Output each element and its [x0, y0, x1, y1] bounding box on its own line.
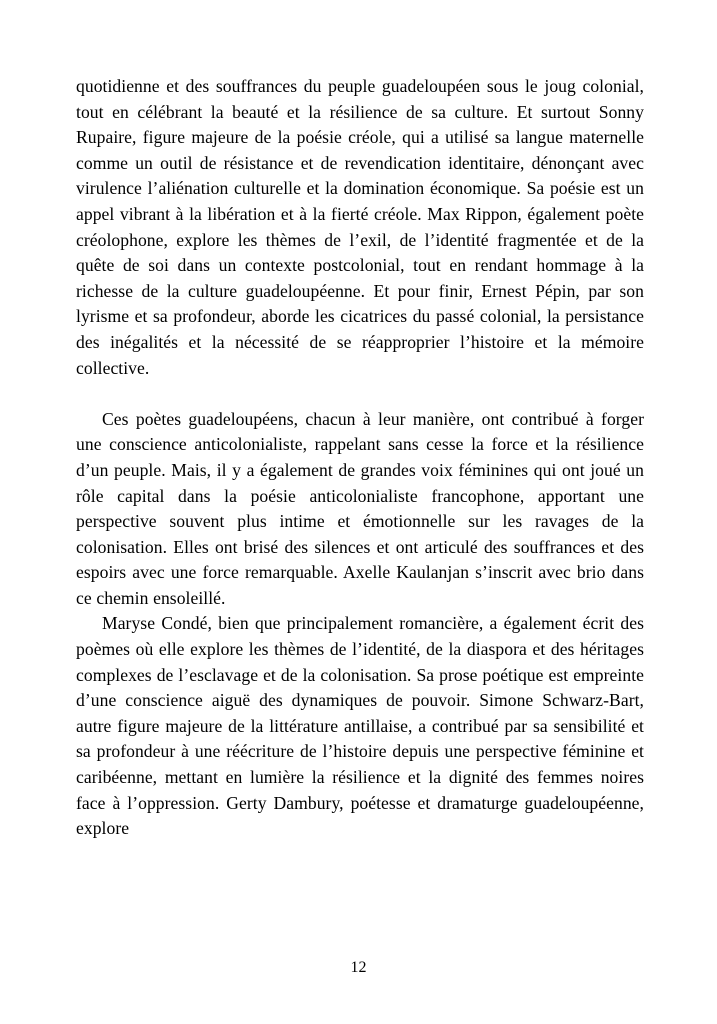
paragraph-ces-poetes: Ces poètes guadeloupéens, chacun à leur manière, ont contribué à forger une conscience anticolonialiste, rappelant sans cesse la force et la résilience d’un peuple. Mais, il y a également de grandes voix féminines qui ont joué un rôle capital dans la poésie anticolonialiste francophone, apportant une perspective souvent plus intime et émotionnelle sur les ravages de la colonisation. Elles ont brisé des silences et ont articulé des souffrances et des espoirs avec une force remarquable. Axelle Kaulanjan s’inscrit avec brio dans ce chemin ensoleillé.: [76, 408, 644, 608]
paragraph-maryse-conde: Maryse Condé, bien que principalement romancière, a également écrit des poèmes où elle explore les thèmes de l’identité, de la diaspora et des héritages complexes de l’esclavage et de la colonisation. Sa prose poétique est empreinte d’une conscience aiguë des dynamiques de pouvoir. Simone Schwarz-Bart, autre figure majeure de la littérature antillaise, a contribué par sa sensibilité et sa profondeur à une réécriture de l’histoire depuis une perspective féminine et caribéenne, mettant en lumière la résilience et la dignité des femmes noires face à l’oppression. Gerty Dambury, poétesse et dramaturge guadeloupéenne, explore: [76, 613, 644, 839]
body-text-block: [76, 74, 644, 842]
paragraph-continued: quotidienne et des souffrances du peuple guadeloupéen sous le joug colonial, tout en célébrant la beauté et la résilience de sa culture. Et surtout Sonny Rupaire, figure majeure de la poésie créole, qui a utilisé sa langue maternelle comme un outil de résistance et de revendication identitaire, dénonçant avec virulence l’aliénation culturelle et la domination économique. Sa poésie est un appel vibrant à la libération et à la fierté créole. Max Rippon, également poète créolophone, explore les thèmes de l’exil, de l’identité fragmentée et de la quête de soi dans un contexte postcolonial, tout en rendant hommage à la richesse de la culture guadeloupéenne. Et pour finir, Ernest Pépin, par son lyrisme et sa profondeur, aborde les cicatrices du passé colonial, la persistance des inégalités et la nécessité de se réapproprier l’histoire et la mémoire collective.: [76, 76, 644, 378]
page-number: 12: [350, 959, 367, 976]
